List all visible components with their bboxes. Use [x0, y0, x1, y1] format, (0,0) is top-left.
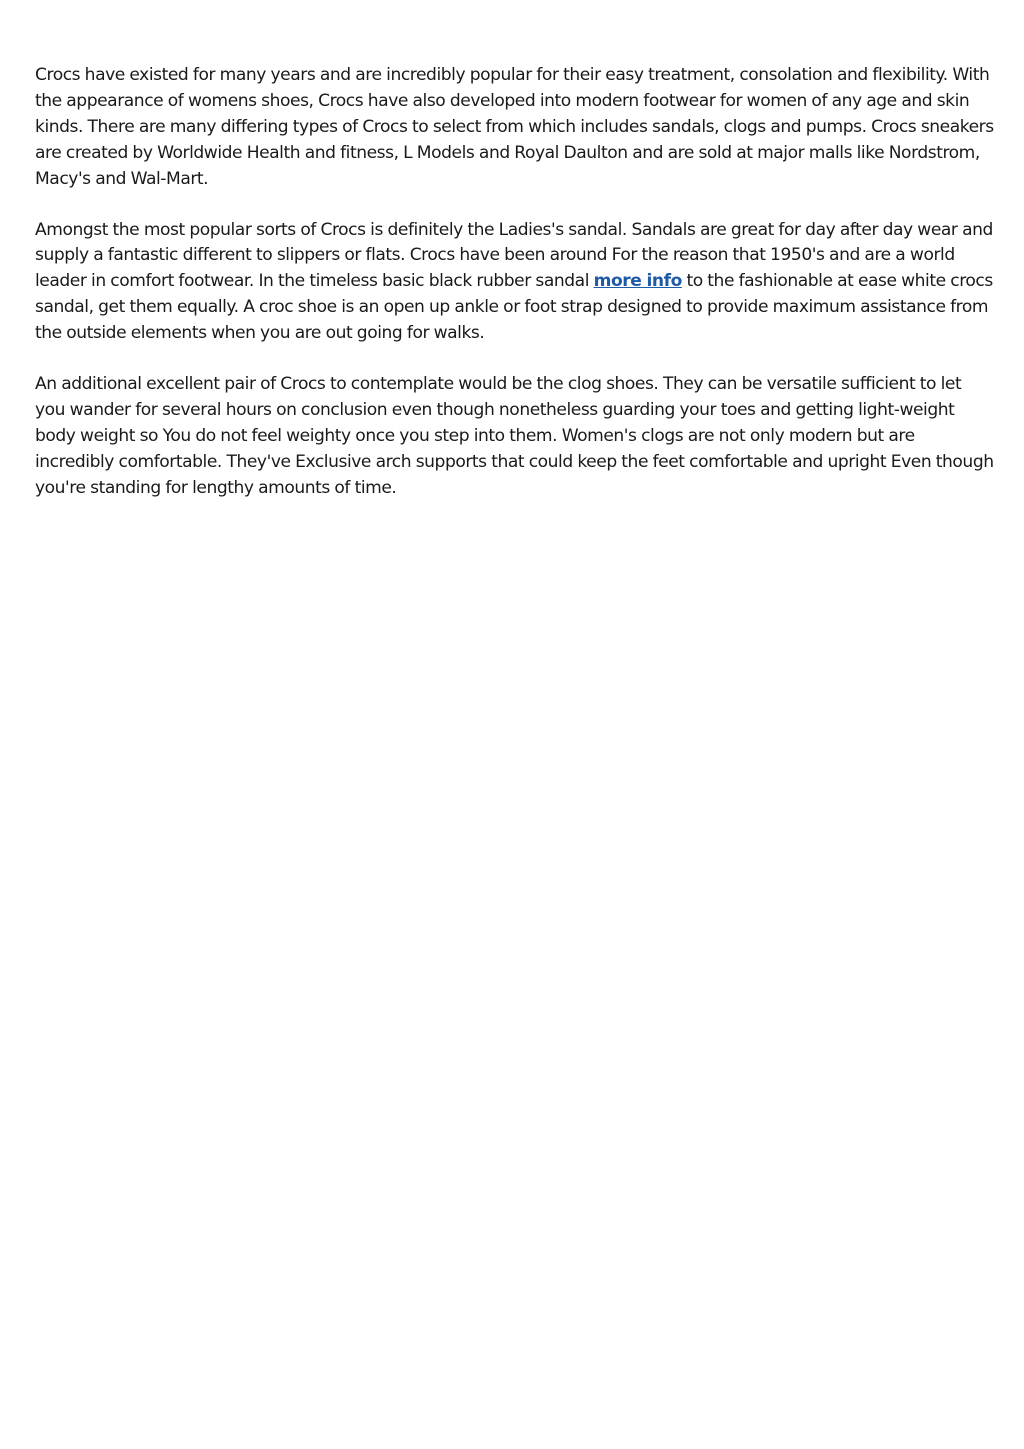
paragraph-2 [35, 218, 995, 348]
paragraph-3: An additional excellent pair of Crocs to contemplate would be the clog shoes. They can be versatile sufficient to let you wander for several hours on conclusion even though nonetheless guarding your toes and getting light-weight body weight so You do not feel weighty once you step into them. Women's clogs are not only modern but are incredibly comfortable. They've Exclusive arch supports that could keep the feet comfortable and upright Even though you're standing for lengthy amounts of time. [35, 374, 994, 498]
paragraph-2-text-end: to the fashionable at ease white crocs sandal, get them equally. A croc shoe is an open up ankle or foot strap designed to provide maximum assistance from the outside elements when you are out going for walks. [35, 271, 993, 344]
document-body [35, 63, 995, 527]
paragraph-1: Crocs have existed for many years and are incredibly popular for their easy treatment, consolation and flexibility. With the appearance of womens shoes, Crocs have also developed into modern footwear for women of any age and skin kinds. There are many differing types of Crocs to select from which includes sandals, clogs and pumps. Crocs sneakers are created by Worldwide Health and fitness, L Models and Royal Daulton and are sold at major malls like Nordstrom, Macy's and Wal-Mart. [35, 65, 994, 189]
more-info-link[interactable]: more info [593, 271, 682, 292]
paragraph-2-text-start: Amongst the most popular sorts of Crocs is definitely the Ladies's sandal. Sandals are great for day after day wear and supply a fantastic different to slippers or flats. Crocs have been around For the reason that 1950's and are a world leader in comfort footwear. In the timeless basic black rubber sandal [35, 219, 993, 292]
